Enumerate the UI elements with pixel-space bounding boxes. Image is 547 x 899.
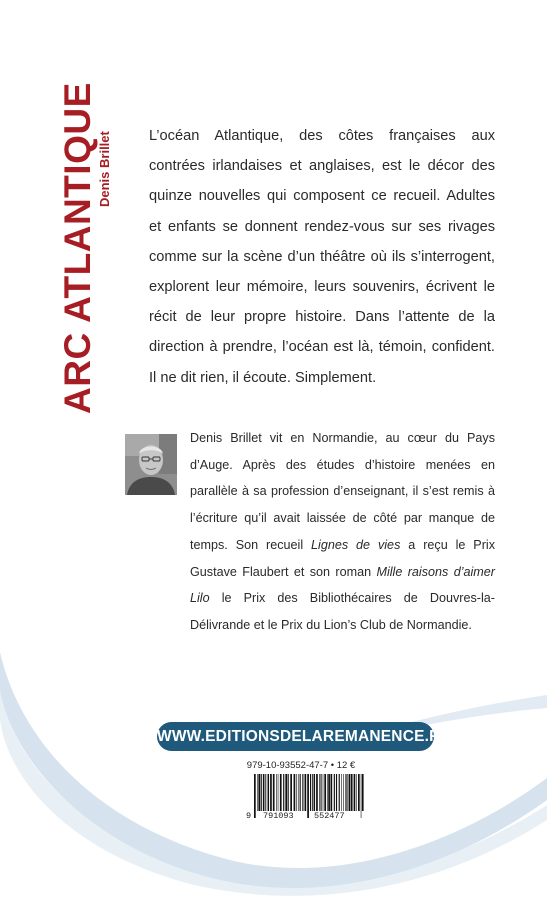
barcode-bar — [261, 774, 262, 811]
barcode-bar — [278, 774, 279, 811]
bio-text-3: le Prix des Bibliothécaires de Douvres-la-Délivrande et le Prix du Lion’s Club de Normandie. — [190, 591, 495, 632]
barcode-bar — [346, 774, 347, 811]
barcode-bar — [362, 774, 364, 811]
barcode-bar — [307, 774, 309, 818]
barcode-bar — [351, 774, 353, 811]
barcode-bar — [268, 774, 269, 811]
barcode-bar — [349, 774, 351, 811]
barcode-bar — [361, 774, 362, 818]
barcode-bar — [263, 774, 264, 811]
barcode-bar — [323, 774, 324, 811]
barcode-bar — [276, 774, 277, 811]
barcode-bar — [343, 774, 344, 811]
publisher-website-link[interactable]: WWW.EDITIONSDELAREMANENCE.FR — [157, 722, 434, 751]
barcode-bar — [283, 774, 284, 811]
barcode-bar — [273, 774, 275, 811]
barcode-bar — [270, 774, 272, 811]
barcode-bar — [258, 774, 260, 811]
barcode-bar — [356, 774, 357, 811]
barcode-bar — [257, 774, 258, 811]
barcode-bar — [290, 774, 292, 811]
author-photo — [125, 434, 177, 495]
barcode-bar — [319, 774, 320, 811]
barcode-bar — [341, 774, 342, 811]
barcode-bar — [347, 774, 348, 811]
barcode-bar — [312, 774, 313, 811]
barcode-bar — [280, 774, 282, 811]
barcode-bar — [339, 774, 340, 811]
isbn-price: 979-10-93552-47-7 • 12 € — [246, 760, 356, 771]
barcode-bar — [254, 774, 256, 818]
bio-text-2: a reçu le Prix Gustave Flaubert et son roman — [190, 537, 495, 579]
barcode-bar — [267, 774, 268, 811]
barcode-group-1: 791093 — [263, 811, 294, 821]
barcode-bar — [324, 774, 326, 811]
barcode-bar — [358, 774, 360, 811]
barcode-bar — [314, 774, 315, 811]
barcode-bar — [285, 774, 287, 811]
barcode-bar — [321, 774, 322, 811]
barcode-group-2: 552477 — [314, 811, 345, 821]
barcode-bar — [298, 774, 299, 811]
barcode-bar — [265, 774, 266, 811]
spine-book-title: ARC ATLANTIQUE — [57, 82, 98, 414]
barcode-bar — [354, 774, 356, 811]
spine-author-name: Denis Brillet — [97, 131, 112, 207]
barcode-bar — [331, 774, 333, 811]
barcode-bar — [334, 774, 335, 811]
barcode-bar — [336, 774, 337, 811]
barcode-bar — [296, 774, 297, 811]
barcode-bar — [327, 774, 328, 811]
barcode-bar — [302, 774, 303, 811]
book-title-lignes-de-vies: Lignes de vies — [311, 537, 401, 552]
author-bio — [190, 425, 495, 639]
barcode-bar — [328, 774, 330, 811]
barcode-bar — [305, 774, 307, 811]
barcode-bar — [345, 774, 346, 811]
book-title-mille-raisons: Mille raisons d’aimer Lilo — [190, 564, 495, 606]
barcode-bar — [316, 774, 318, 811]
bio-text-1: Denis Brillet vit en Normandie, au cœur du Pays d’Auge. Après des études d’histoire menées en parallèle à sa profession d’enseignant, il s’est remis à l’écriture qu’il avait laissée de côté par manque de temps. Son recueil — [190, 431, 495, 552]
barcode-lead-digit: 9 — [246, 811, 252, 821]
book-blurb: L’océan Atlantique, des côtes françaises aux contrées irlandaises et anglaises, est le décor des quinze nouvelles qui composent ce recueil. Adultes et enfants se donnent rendez-vous sur ses rivages comme sur la scène d’un théâtre où ils s’interrogent, explorent leur mémoire, leurs souvenirs, écrivent le récit de leur propre histoire. Dans l’attente de la direction à prendre, l’océan est là, témoin, confident. Il ne dit rien, il écoute. Simplement. — [149, 128, 495, 386]
barcode-bar — [288, 774, 289, 811]
barcode-bar — [300, 774, 301, 811]
barcode-bar — [294, 774, 296, 811]
barcode-bar — [310, 774, 311, 811]
